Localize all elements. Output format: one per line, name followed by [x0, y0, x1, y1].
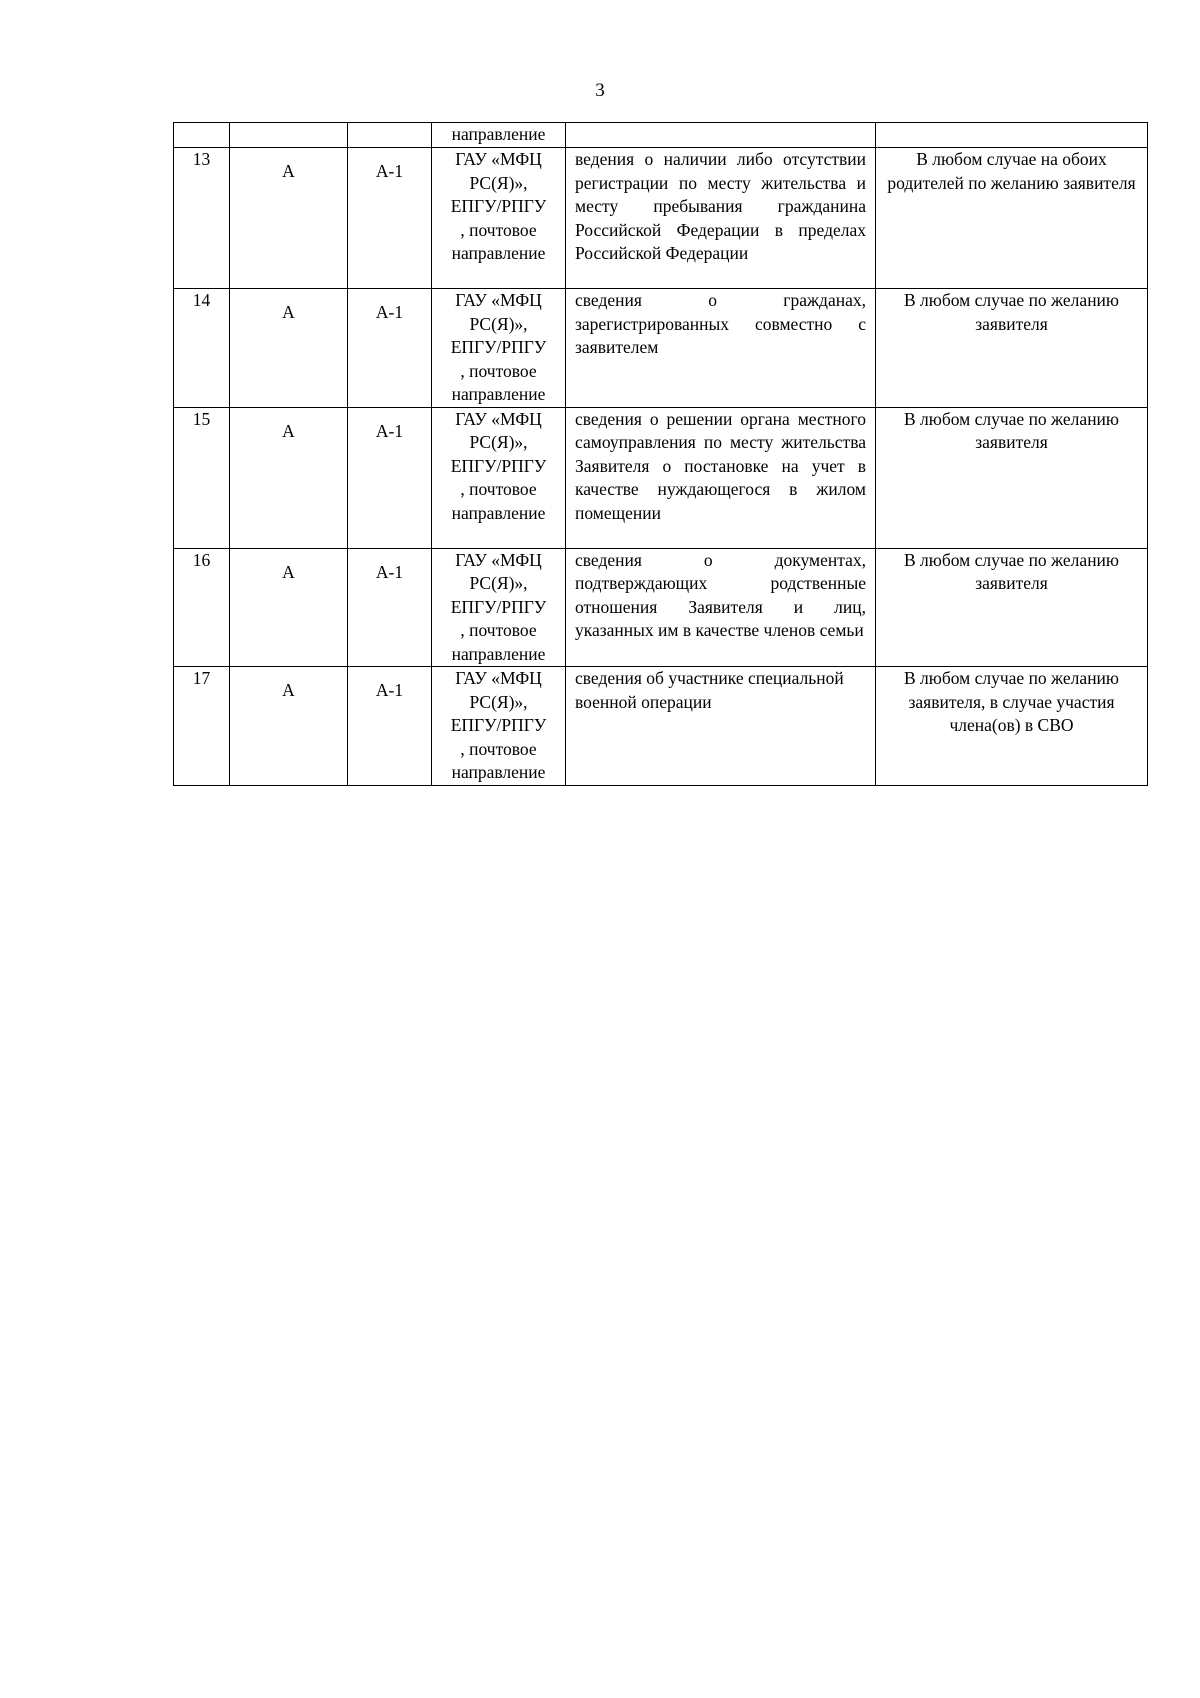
cell-channel: ГАУ «МФЦ РС(Я)», ЕПГУ/РПГУ , почтовое направление: [432, 148, 566, 289]
cell-a1: А-1: [348, 548, 432, 667]
cell-num: 13: [174, 148, 230, 289]
cell-info: сведения о гражданах, зарегистрированных совместно с заявителем: [566, 289, 876, 408]
cell-a: А: [230, 407, 348, 548]
cell-condition: В любом случае на обоих родителей по желанию заявителя: [876, 148, 1148, 289]
cell-channel: направление: [432, 123, 566, 148]
cell-info: сведения об участнике специальной военной операции: [566, 667, 876, 786]
services-table: [173, 122, 1148, 786]
cell-channel: ГАУ «МФЦ РС(Я)», ЕПГУ/РПГУ , почтовое направление: [432, 548, 566, 667]
table-row-continuation: [174, 123, 1148, 148]
cell-channel: ГАУ «МФЦ РС(Я)», ЕПГУ/РПГУ , почтовое направление: [432, 289, 566, 408]
cell-a: А: [230, 148, 348, 289]
cell-condition: В любом случае по желанию заявителя: [876, 407, 1148, 548]
cell-info: сведения о решении органа местного самоуправления по месту жительства Заявителя о постановке на учет в качестве нуждающегося в жилом помещении: [566, 407, 876, 548]
cell-info: [566, 123, 876, 148]
page-number: 3: [595, 80, 605, 101]
table-row: [174, 548, 1148, 667]
cell-a1: [348, 123, 432, 148]
cell-num: 15: [174, 407, 230, 548]
cell-a: А: [230, 548, 348, 667]
cell-channel: ГАУ «МФЦ РС(Я)», ЕПГУ/РПГУ , почтовое направление: [432, 407, 566, 548]
cell-condition: В любом случае по желанию заявителя: [876, 548, 1148, 667]
cell-num: 16: [174, 548, 230, 667]
cell-info: ведения о наличии либо отсутствии регистрации по месту жительства и месту пребывания гражданина Российской Федерации в пределах Российской Федерации: [566, 148, 876, 289]
cell-a1: А-1: [348, 289, 432, 408]
cell-num: [174, 123, 230, 148]
cell-condition: В любом случае по желанию заявителя: [876, 289, 1148, 408]
cell-info: сведения о документах, подтверждающих родственные отношения Заявителя и лиц, указанных им в качестве членов семьи: [566, 548, 876, 667]
table-row: [174, 407, 1148, 548]
cell-a: А: [230, 289, 348, 408]
cell-condition: [876, 123, 1148, 148]
cell-condition: В любом случае по желанию заявителя, в случае участия члена(ов) в СВО: [876, 667, 1148, 786]
cell-channel: ГАУ «МФЦ РС(Я)», ЕПГУ/РПГУ , почтовое направление: [432, 667, 566, 786]
cell-a: А: [230, 667, 348, 786]
table-row: [174, 148, 1148, 289]
cell-a1: А-1: [348, 667, 432, 786]
cell-num: 14: [174, 289, 230, 408]
cell-a: [230, 123, 348, 148]
table-row: [174, 289, 1148, 408]
cell-a1: А-1: [348, 407, 432, 548]
table-row: [174, 667, 1148, 786]
cell-num: 17: [174, 667, 230, 786]
cell-a1: А-1: [348, 148, 432, 289]
